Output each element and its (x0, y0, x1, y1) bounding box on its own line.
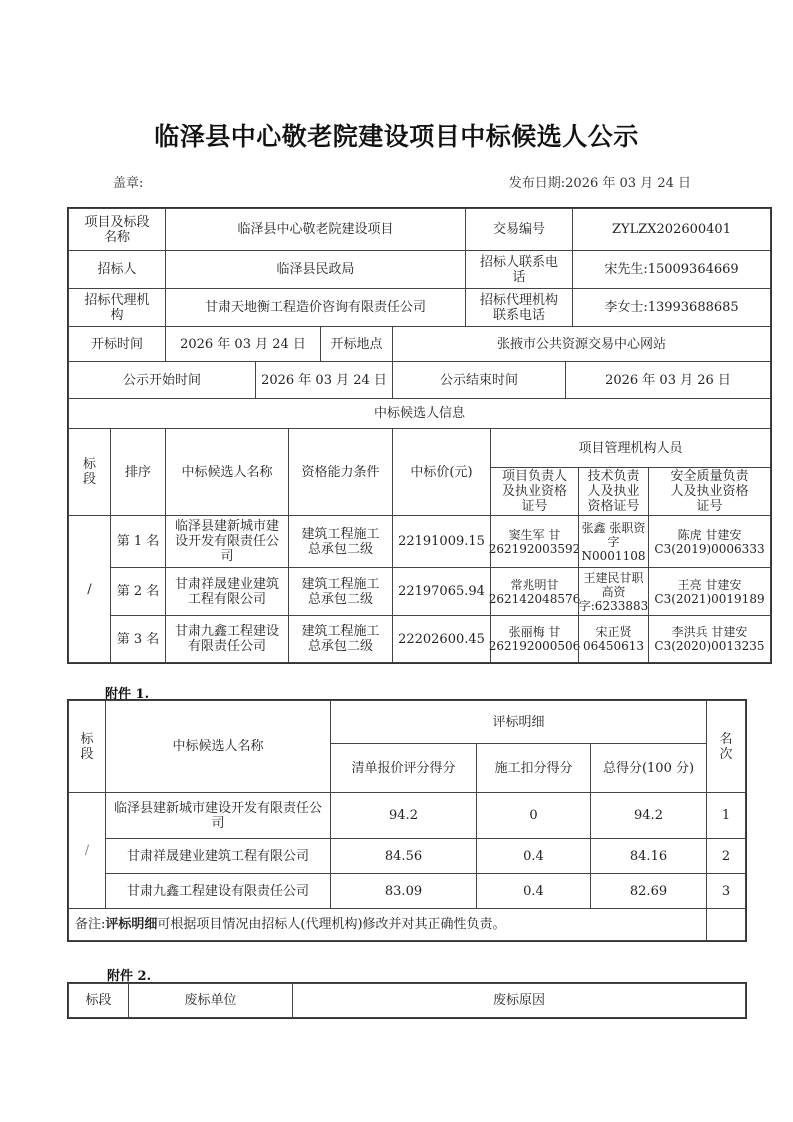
tenderer-value: 临泽县民政局 (165, 250, 466, 289)
eval-header-total: 总得分(100 分) (590, 743, 707, 793)
eval-note-bold: 评标明细 (105, 917, 158, 932)
trade-no-value: ZYLZX202600401 (572, 208, 771, 251)
candidate-3-pm: 张丽梅 甘262192000506 (490, 615, 579, 663)
header-rank: 排序 (110, 428, 166, 516)
header-staff-group: 项目管理机构人员 (490, 428, 771, 468)
candidate-1-tech: 张鑫 张职资字N0001108 (578, 515, 649, 568)
notice-start-label: 公示开始时间 (68, 361, 256, 399)
eval-row-2-rank: 2 (706, 838, 746, 874)
eval-note-rest: 可根据项目情况由招标人(代理机构)修改并对其正确性负责。 (157, 917, 506, 932)
eval-row-1-total: 94.2 (590, 792, 707, 839)
eval-row-3-name: 甘肃九鑫工程建设有限责任公司 (105, 873, 331, 909)
eval-note-empty-cell (706, 908, 746, 941)
eval-row-3-rank: 3 (706, 873, 746, 909)
candidate-2-price: 22197065.94 (392, 567, 491, 616)
notice-end-label: 公示结束时间 (392, 361, 566, 399)
candidate-3-price: 22202600.45 (392, 615, 491, 663)
candidate-1-price: 22191009.15 (392, 515, 491, 568)
agency-value: 甘肃天地衡工程造价咨询有限责任公司 (165, 288, 466, 327)
eval-header-name: 中标候选人名称 (105, 700, 331, 793)
candidate-3-qualification: 建筑工程施工总承包二级 (288, 615, 393, 663)
eval-header-price-score: 清单报价评分得分 (330, 743, 477, 793)
tenderer-label: 招标人 (68, 250, 166, 289)
eval-row-2-price-score: 84.56 (330, 838, 477, 874)
eval-header-deduction: 施工扣分得分 (476, 743, 591, 793)
eval-header-detail: 评标明细 (330, 700, 707, 744)
header-pm: 项目负责人及执业资格证号 (490, 467, 579, 516)
invalid-header-reason: 废标原因 (292, 983, 746, 1018)
eval-row-1-rank: 1 (706, 792, 746, 839)
open-time-value: 2026 年 03 月 24 日 (165, 326, 321, 362)
open-time-label: 开标时间 (68, 326, 166, 362)
candidate-2-pm: 常兆明甘262142048576 (490, 567, 579, 616)
publish-date: 发布日期:2026 年 03 月 24 日 (508, 176, 691, 191)
candidate-2-safety: 王亮 甘建安C3(2021)0019189 (648, 567, 771, 616)
eval-row-1-price-score: 94.2 (330, 792, 477, 839)
eval-note-prefix: 备注: (75, 917, 106, 932)
agency-phone-value: 李女士:13993688685 (572, 288, 771, 327)
candidate-2-qualification: 建筑工程施工总承包二级 (288, 567, 393, 616)
header-price: 中标价(元) (392, 428, 491, 516)
invalid-header-section: 标段 (68, 983, 129, 1018)
invalid-header-unit: 废标单位 (128, 983, 293, 1018)
candidates-section-title: 中标候选人信息 (68, 398, 771, 429)
candidate-3-safety: 李洪兵 甘建安C3(2020)0013235 (648, 615, 771, 663)
eval-note (68, 908, 707, 941)
candidate-3-tech: 宋正贤06450613 (578, 615, 649, 663)
eval-header-rank: 名次 (706, 700, 746, 793)
candidate-1-qualification: 建筑工程施工总承包二级 (288, 515, 393, 568)
header-candidate-name: 中标候选人名称 (165, 428, 289, 516)
eval-row-3-deduction: 0.4 (476, 873, 591, 909)
eval-row-2-deduction: 0.4 (476, 838, 591, 874)
candidate-3-name: 甘肃九鑫工程建设有限责任公司 (165, 615, 289, 663)
candidate-1-pm: 窦生军 甘262192003592 (490, 515, 579, 568)
candidate-2-tech: 王建民甘职高资字:6233883 (578, 567, 649, 616)
candidate-2-name: 甘肃祥晟建业建筑工程有限公司 (165, 567, 289, 616)
page-title: 临泽县中心敬老院建设项目中标候选人公示 (154, 122, 639, 151)
project-name-value: 临泽县中心敬老院建设项目 (165, 208, 466, 251)
agency-phone-label: 招标代理机构联系电话 (465, 288, 573, 327)
project-name-label: 项目及标段名称 (68, 208, 166, 251)
candidate-1-safety: 陈虎 甘建安C3(2019)0006333 (648, 515, 771, 568)
candidate-3-rank: 第 3 名 (110, 615, 166, 663)
eval-row-2-total: 84.16 (590, 838, 707, 874)
open-place-value: 张掖市公共资源交易中心网站 (392, 326, 771, 362)
header-qualification: 资格能力条件 (288, 428, 393, 516)
candidate-1-rank: 第 1 名 (110, 515, 166, 568)
attachment-1-label: 附件 1. (105, 687, 150, 702)
tenderer-phone-label: 招标人联系电话 (465, 250, 573, 289)
trade-no-label: 交易编号 (465, 208, 573, 251)
eval-row-3-price-score: 83.09 (330, 873, 477, 909)
tenderer-phone-value: 宋先生:15009364669 (572, 250, 771, 289)
candidate-2-rank: 第 2 名 (110, 567, 166, 616)
header-section: 标段 (68, 428, 111, 516)
eval-row-3-total: 82.69 (590, 873, 707, 909)
agency-label: 招标代理机构 (68, 288, 166, 327)
eval-section-value: / (68, 792, 106, 909)
section-value: / (68, 515, 111, 663)
eval-row-2-name: 甘肃祥晟建业建筑工程有限公司 (105, 838, 331, 874)
header-tech: 技术负责人及执业资格证号 (578, 467, 649, 516)
open-place-label: 开标地点 (320, 326, 393, 362)
eval-row-1-deduction: 0 (476, 792, 591, 839)
notice-start-value: 2026 年 03 月 24 日 (255, 361, 393, 399)
eval-header-section: 标段 (68, 700, 106, 793)
candidate-1-name: 临泽县建新城市建设开发有限责任公司 (165, 515, 289, 568)
header-safety: 安全质量负责人及执业资格证号 (648, 467, 771, 516)
attachment-2-label: 附件 2. (107, 969, 152, 984)
notice-end-value: 2026 年 03 月 26 日 (565, 361, 771, 399)
eval-row-1-name: 临泽县建新城市建设开发有限责任公司 (105, 792, 331, 839)
seal-label: 盖章: (113, 176, 144, 191)
